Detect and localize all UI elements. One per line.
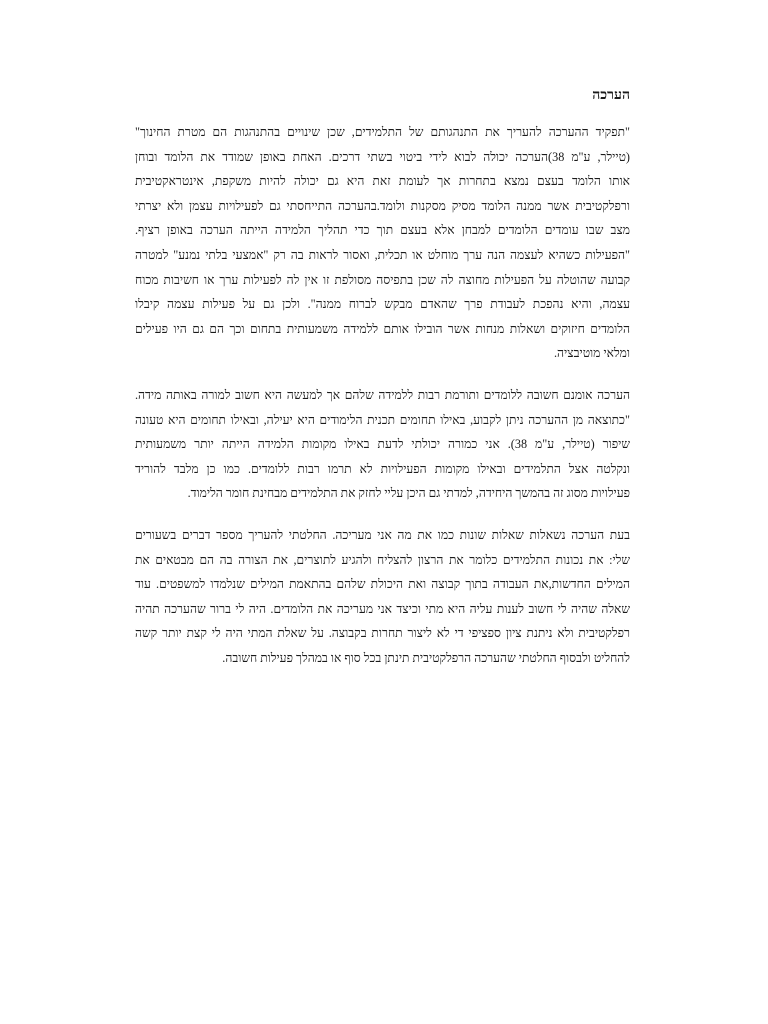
text-line: להחליט ולבסוף החלטתי שהערכה הרפלקטיבית תינתן בכל סוף או במהלך פעילות חשובה.: [222, 650, 630, 665]
text-line: (טיילר, ע"מ 38)הערכה יכולה לבוא לידי ביטוי בשתי דרכים. האחת באופן שמודד את הלומד ובוחן: [135, 149, 630, 164]
section-heading: הערכה: [592, 88, 630, 103]
text-line: ונקלטה אצל התלמידים ובאילו מקומות הפעילויות לא תרמו רבות ללומדים. כמו כן מלבד להוריד: [135, 461, 630, 476]
paragraph-2: [135, 383, 630, 506]
text-line: הערכה אומנם חשובה ללומדים ותורמת רבות ללמידה שלהם אך למעשה היא חשוב למורה באותה מידה.: [135, 387, 630, 402]
text-line: עצמה, והיא נהפכת לעבודת פרך שהאדם מבקש לברוח ממנה". ולכן גם על פעילות עצמה קיבלו: [135, 297, 630, 312]
text-line: הלומדים חיזוקים ושאלות מנחות אשר הובילו אותם ללמידה משמעותית בתחום וכך הם גם היו פעילים: [135, 321, 630, 336]
text-line: ורפלקטיבית אשר ממנה הלומד מסיק מסקנות ולומד.בהערכה התייחסתי גם לפעילויות עצמן ולא יצרתי: [135, 198, 630, 213]
text-line: "כתוצאה מן ההערכה ניתן לקבוע, באילו תחומים תכנית הלימודים היא יעילה, ובאילו תחומים היא טעונה: [135, 412, 630, 427]
text-line: אותו הלומד בעצם נמצא בתחרות אך לעומת זאת היא גם יכולה להיות משקפת, אינטראקטיבית: [135, 174, 630, 189]
paragraph-1: [135, 120, 630, 366]
text-line: "הפעילות כשהיא לעצמה הנה ערך מוחלט או תכלית, ואסור לראות בה רק "אמצעי בלתי נמנע" למטרה: [135, 247, 630, 262]
text-line: רפלקטיבית ולא ניתנת ציון ספציפי די לא ליצור תחרות בקבוצה. על שאלת המתי היה לי קצת יותר קשה: [135, 626, 630, 641]
text-line: "תפקיד ההערכה להעריך את התנהגותם של התלמידים, שכן שינויים בהתנהגות הם מטרת החינוך": [135, 125, 630, 139]
text-line: בעת הערכה נשאלות שאלות שונות כמו את מה אני מעריכה. החלטתי להעריך מספר דברים בשעורים: [135, 527, 630, 542]
text-line: מצב שבו עומדים הלומדים למבחן אלא בעצם תוך כדי תהליך הלמידה הייתה הערכה באופן רציף.: [135, 223, 630, 238]
text-line: קבועה שהוטלה על הפעילות מחוצה לה שכן בתפיסה מסולפת זו אין לה לפעילות ערך או חשיבות מכוח: [135, 272, 630, 287]
text-line: פעילויות מסוג זה בהמשך היחידה, למדתי גם היכן עליי לחזק את התלמידים מבחינת חומר הלימוד.: [187, 486, 630, 501]
paragraph-3: [135, 523, 630, 671]
document-body: [135, 120, 630, 687]
text-line: שאלה שהיה לי חשוב לענות עליה היא מתי וכיצד אני מעריכה את הלומדים. היה לי ברור שהערכה תהיה: [135, 601, 630, 616]
text-line: שלי: את נכונות התלמידים כלומר את הרצון להצליח ולהגיע לתוצרים, את הצורה בה הם מבטאים את: [135, 552, 630, 567]
text-line: שיפור (טיילר, ע"מ 38). אני כמורה יכולתי לדעת באילו מקומות הלמידה הייתה יותר משמעותית: [135, 437, 630, 452]
text-line: המילים החדשות,את העבודה בתוך קבוצה ואת היכולת שלהם בהתאמת המילים שנלמדו למשפטים. עוד: [135, 577, 630, 592]
text-line: ומלאי מוטיבציה.: [553, 346, 630, 361]
